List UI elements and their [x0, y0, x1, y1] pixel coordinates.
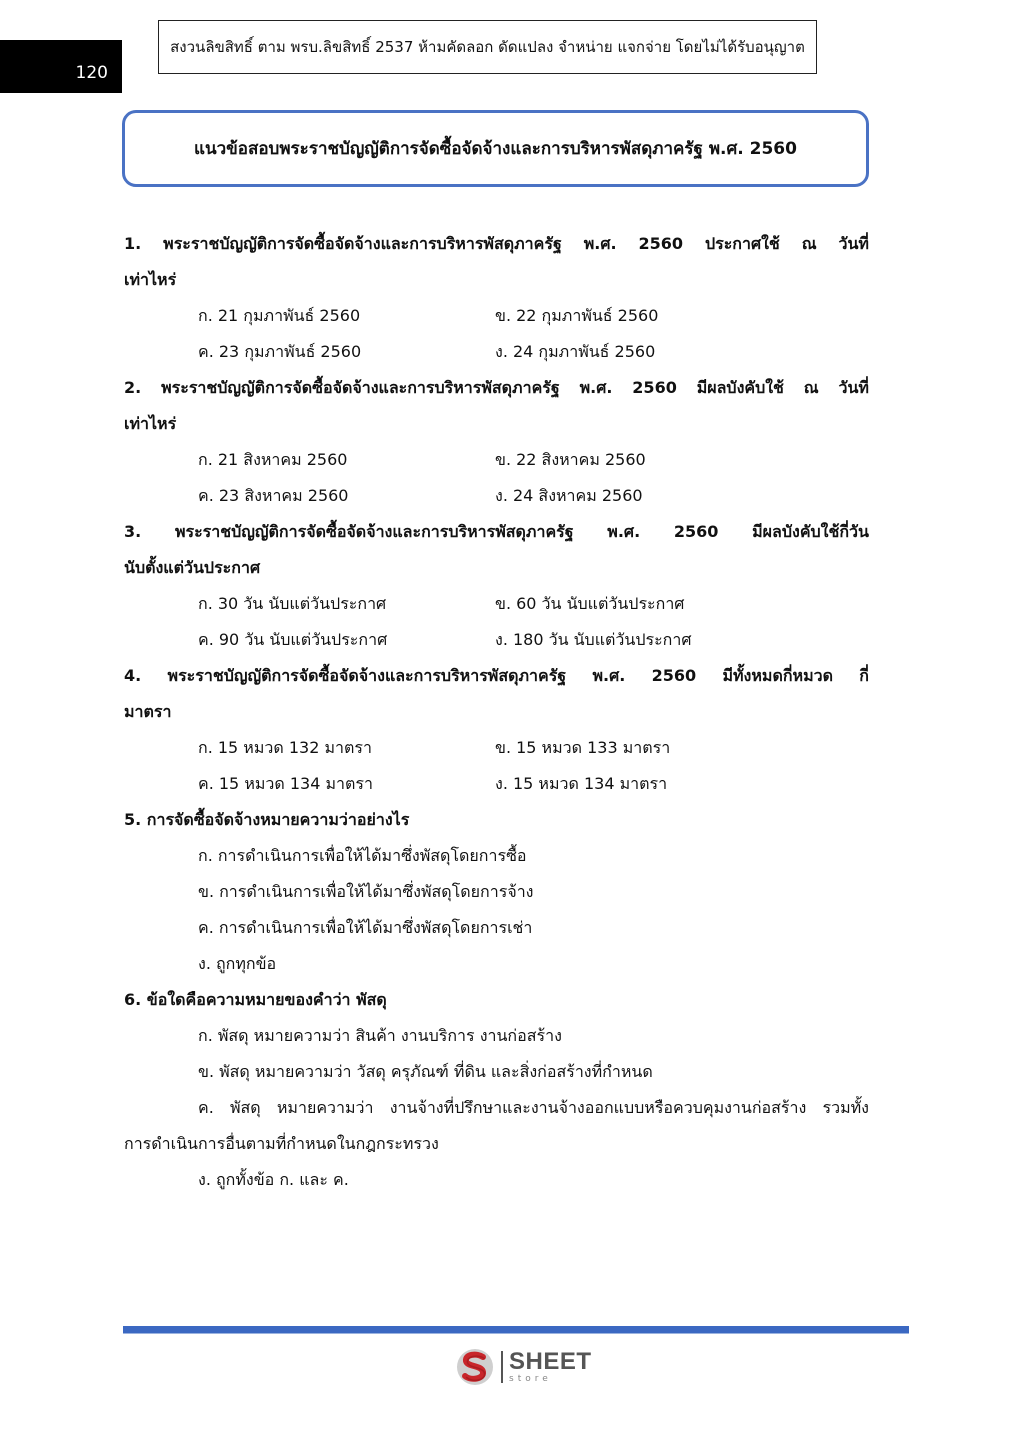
question-3-line-1 [124, 514, 869, 550]
question-1-line-1 [124, 226, 869, 262]
word: มีผลบังคับใช้ [696, 378, 784, 397]
logo-sub: store [509, 1374, 552, 1384]
question-2-line-1 [124, 370, 869, 406]
question-4-line-2: มาตรา [124, 702, 172, 721]
word: พ.ศ. [592, 666, 626, 685]
word: 2560 [673, 522, 719, 541]
word: 2560 [651, 666, 697, 685]
word: พ.ศ. [579, 378, 613, 397]
word: มีทั้งหมดกี่หมวด [722, 666, 833, 685]
option-b: ข. 15 หมวด 133 มาตรา [495, 738, 671, 757]
word: 2560 [632, 378, 677, 397]
word: พระราชบัญญัติการจัดซื้อจัดจ้างและการบริหารพัสดุภาครัฐ [174, 522, 574, 541]
word: หมายความว่า [276, 1098, 374, 1117]
option-row [124, 478, 869, 514]
question-6: 6. ข้อใดคือความหมายของคำว่า พัสดุ [124, 990, 387, 1009]
question-1-line-2: เท่าไหร่ [124, 270, 177, 289]
option-d: ง. 180 วัน นับแต่วันประกาศ [495, 630, 692, 649]
word: ณ [803, 378, 819, 397]
option-b: ข. 22 สิงหาคม 2560 [495, 450, 646, 469]
option-c: ค. 23 สิงหาคม 2560 [198, 486, 349, 505]
word: กี่ [859, 666, 869, 685]
word: ณ [801, 234, 817, 253]
option-row [124, 334, 869, 370]
word: วันที่ [838, 378, 869, 397]
page-number: 120 [0, 40, 122, 93]
question-list [124, 226, 869, 1198]
option-row [124, 298, 869, 334]
word: พระราชบัญญัติการจัดซื้อจัดจ้างและการบริหารพัสดุภาครัฐ [167, 666, 567, 685]
word: 2560 [638, 234, 684, 253]
option-d: ง. 24 กุมภาพันธ์ 2560 [495, 342, 656, 361]
question-4-line-1 [124, 658, 869, 694]
word: 4. [124, 666, 142, 685]
document-title: แนวข้อสอบพระราชบัญญัติการจัดซื้อจัดจ้างและการบริหารพัสดุภาครัฐ พ.ศ. 2560 [122, 110, 869, 187]
option-a: ก. 21 สิงหาคม 2560 [198, 450, 348, 469]
option-row [124, 730, 869, 766]
question-5: 5. การจัดซื้อจัดจ้างหมายความว่าอย่างไร [124, 810, 410, 829]
word: มีผลบังคับใช้กี่วัน [752, 522, 869, 541]
option-a: ก. 21 กุมภาพันธ์ 2560 [198, 306, 361, 325]
option-c: ค. 23 กุมภาพันธ์ 2560 [198, 342, 362, 361]
option-b: ข. 22 กุมภาพันธ์ 2560 [495, 306, 659, 325]
word: พระราชบัญญัติการจัดซื้อจัดจ้างและการบริหารพัสดุภาครัฐ [163, 234, 562, 253]
option-a: ก. พัสดุ หมายความว่า สินค้า งานบริการ งานก่อสร้าง [198, 1026, 562, 1045]
word: 3. [124, 522, 142, 541]
option-c-line-2: การดำเนินการอื่นตามที่กำหนดในกฎกระทรวง [124, 1134, 439, 1153]
option-d: ง. ถูกทั้งข้อ ก. และ ค. [198, 1170, 349, 1189]
option-c: ค. 90 วัน นับแต่วันประกาศ [198, 630, 388, 649]
option-c-line-1 [124, 1090, 869, 1126]
word: พ.ศ. [607, 522, 641, 541]
logo-word: SHEET [509, 1348, 592, 1375]
option-d: ง. 15 หมวด 134 มาตรา [495, 774, 668, 793]
word: งานจ้างที่ปรึกษาและงานจ้างออกแบบหรือควบคุมงานก่อสร้าง [389, 1098, 807, 1117]
word: ประกาศใช้ [704, 234, 780, 253]
word: วันที่ [838, 234, 869, 253]
option-a: ก. การดำเนินการเพื่อให้ได้มาซึ่งพัสดุโดยการซื้อ [198, 846, 527, 865]
question-3-line-2: นับตั้งแต่วันประกาศ [124, 558, 261, 577]
word: ค. [198, 1098, 214, 1117]
word: 2. [124, 378, 142, 397]
question-2-line-2: เท่าไหร่ [124, 414, 177, 433]
copyright-notice: สงวนลิขสิทธิ์ ตาม พรบ.ลิขสิทธิ์ 2537 ห้ามคัดลอก ดัดแปลง จำหน่าย แจกจ่าย โดยไม่ได้รับอนุญาต [158, 20, 817, 74]
option-b: ข. การดำเนินการเพื่อให้ได้มาซึ่งพัสดุโดยการจ้าง [198, 882, 534, 901]
word: รวมทั้ง [822, 1098, 869, 1117]
sheet-store-logo [455, 1344, 605, 1390]
logo-divider [501, 1351, 503, 1383]
footer-divider [123, 1326, 909, 1334]
option-a: ก. 30 วัน นับแต่วันประกาศ [198, 594, 387, 613]
option-a: ก. 15 หมวด 132 มาตรา [198, 738, 372, 757]
option-b: ข. 60 วัน นับแต่วันประกาศ [495, 594, 685, 613]
word: พระราชบัญญัติการจัดซื้อจัดจ้างและการบริหารพัสดุภาครัฐ [161, 378, 560, 397]
option-b: ข. พัสดุ หมายความว่า วัสดุ ครุภัณฑ์ ที่ดิน และสิ่งก่อสร้างที่กำหนด [198, 1062, 653, 1081]
option-c: ค. การดำเนินการเพื่อให้ได้มาซึ่งพัสดุโดยการเช่า [198, 918, 533, 937]
option-d: ง. ถูกทุกข้อ [198, 954, 277, 973]
option-c: ค. 15 หมวด 134 มาตรา [198, 774, 373, 793]
option-row [124, 442, 869, 478]
logo-s-icon [455, 1347, 495, 1387]
word: พ.ศ. [583, 234, 617, 253]
word: 1. [124, 234, 142, 253]
option-row [124, 622, 869, 658]
logo-text [509, 1350, 592, 1384]
option-row [124, 766, 869, 802]
option-row [124, 586, 869, 622]
word: พัสดุ [229, 1098, 261, 1117]
option-d: ง. 24 สิงหาคม 2560 [495, 486, 643, 505]
